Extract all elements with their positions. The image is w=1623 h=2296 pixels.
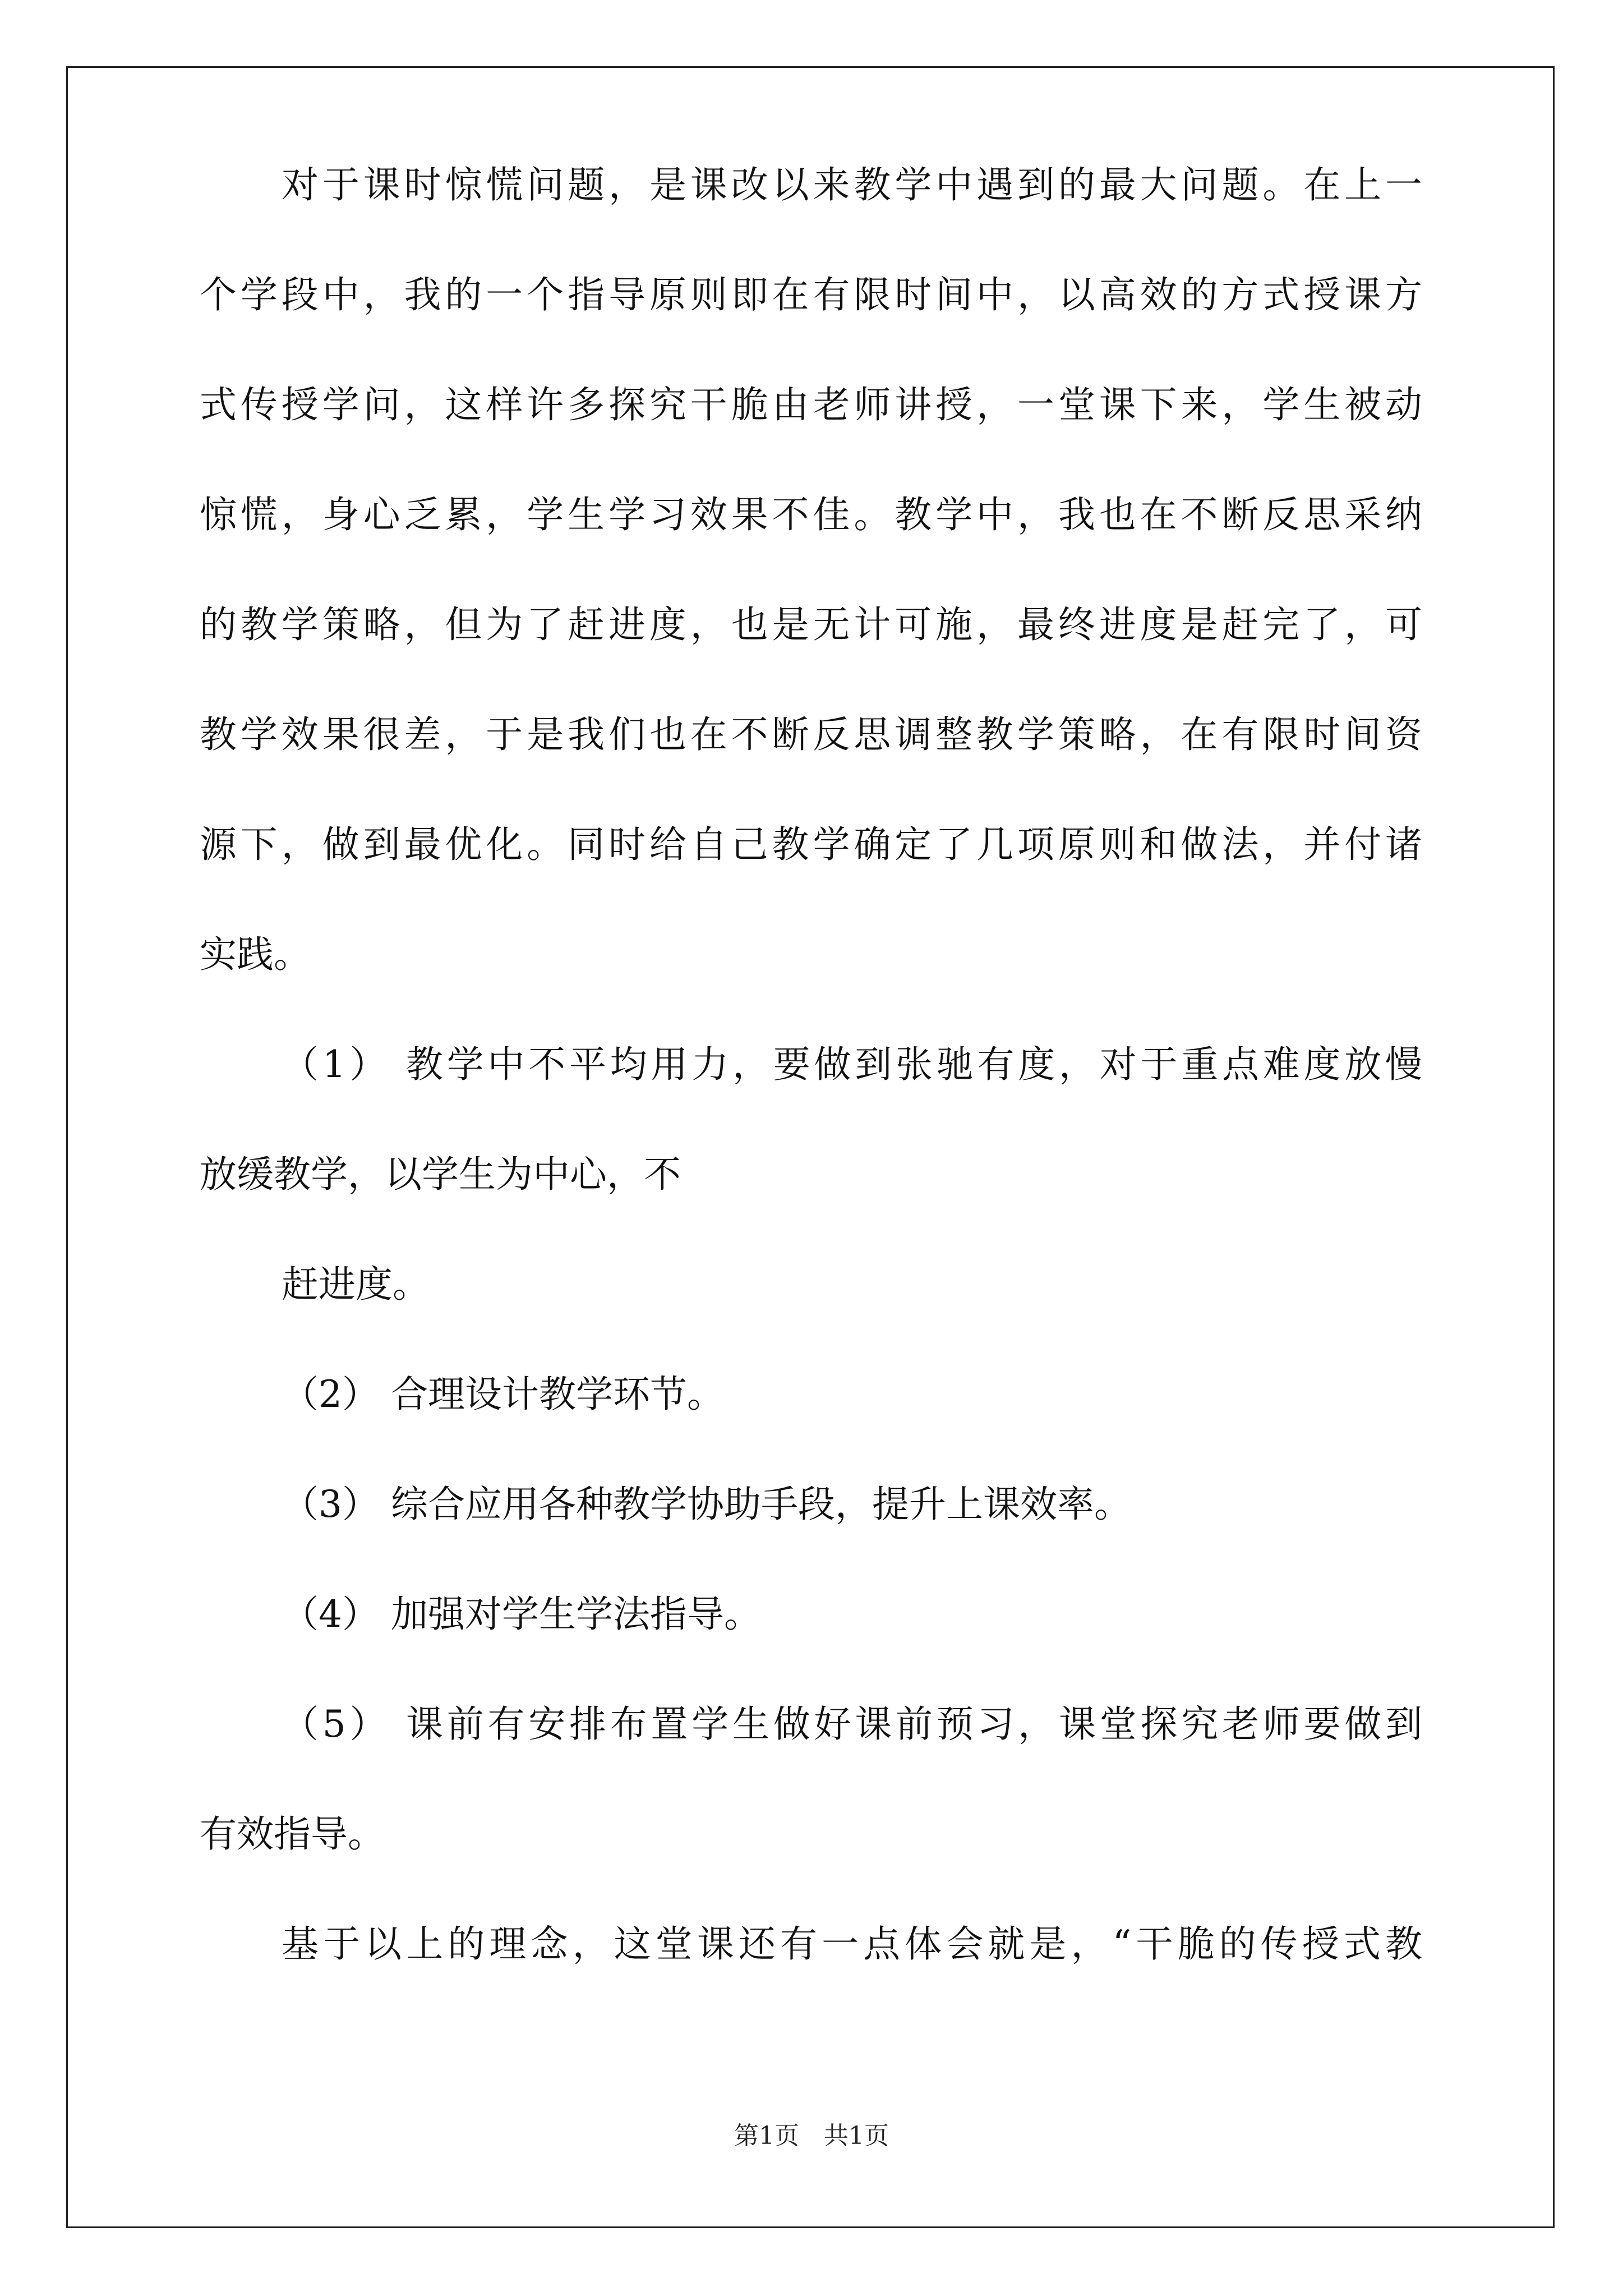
list-item-2: （2） 合理设计教学环节。: [282, 1373, 724, 1416]
list-item-4: （4） 加强对学生学法指导。: [282, 1593, 761, 1636]
paragraph-1-line-4: 惊慌，身心乏累，学生学习效果不佳。教学中，我也在不断反思采纳: [200, 493, 1422, 536]
paragraph-1-line-2: 个学段中，我的一个指导原则即在有限时间中，以高效的方式授课方: [200, 273, 1422, 316]
list-item-1-line-3: 赶进度。: [282, 1263, 430, 1306]
list-item-3: （3） 综合应用各种教学协助手段，提升上课效率。: [282, 1483, 1131, 1526]
list-item-5-line-2: 有效指导。: [200, 1812, 385, 1856]
list-item-1-line-1: （1） 教学中不平均用力，要做到张驰有度，对于重点难度放慢: [282, 1043, 1422, 1086]
paragraph-1-line-8: 实践。: [200, 933, 311, 976]
page-footer: 第1页 共1页: [734, 2122, 889, 2150]
list-item-5-line-1: （5） 课前有安排布置学生做好课前预习，课堂探究老师要做到: [282, 1703, 1422, 1746]
paragraph-1-line-5: 的教学策略，但为了赶进度，也是无计可施，最终进度是赶完了，可: [200, 603, 1422, 646]
paragraph-1-line-7: 源下，做到最优化。同时给自己教学确定了几项原则和做法，并付诸: [200, 823, 1422, 866]
list-item-1-line-2: 放缓教学，以学生为中心，不: [200, 1153, 681, 1196]
paragraph-2-line-1: 基于以上的理念，这堂课还有一点体会就是，“干脆的传授式教: [282, 1922, 1422, 1966]
paragraph-1-line-6: 教学效果很差，于是我们也在不断反思调整教学策略，在有限时间资: [200, 713, 1422, 756]
paragraph-1-line-3: 式传授学问，这样许多探究干脆由老师讲授，一堂课下来，学生被动: [200, 383, 1422, 426]
paragraph-1-line-1: 对于课时惊慌问题，是课改以来教学中遇到的最大问题。在上一: [282, 163, 1422, 206]
